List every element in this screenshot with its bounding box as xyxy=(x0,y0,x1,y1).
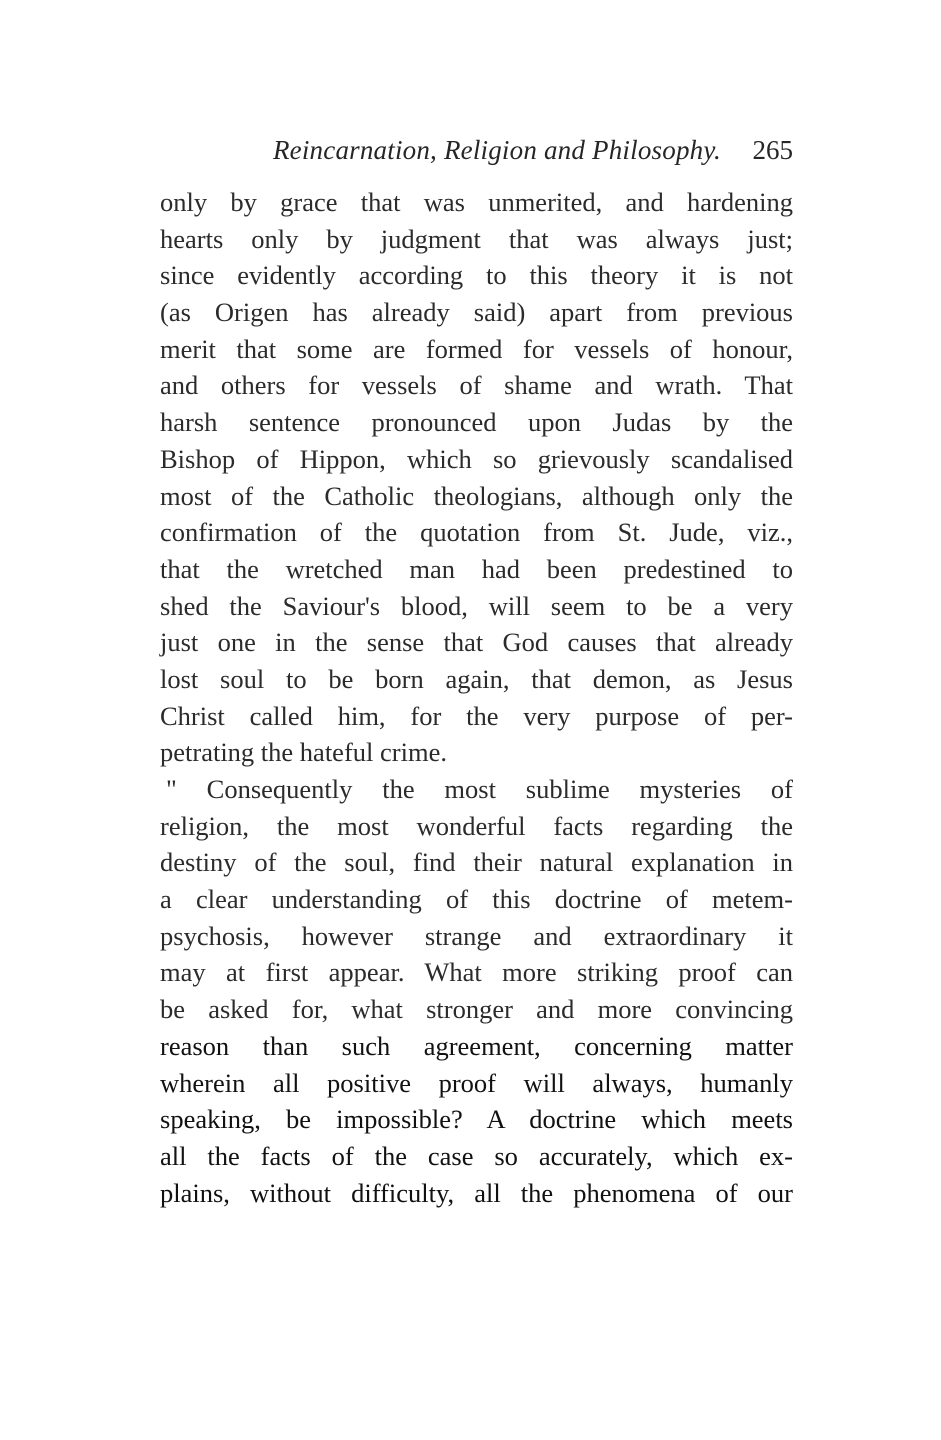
text-line: confirmation of the quotation from St. Jude, viz., xyxy=(160,517,793,548)
book-page xyxy=(160,130,793,1211)
text-line: wherein all positive proof will always, humanly xyxy=(160,1067,793,1098)
text-line: shed the Saviour's blood, will seem to be a very xyxy=(160,590,793,621)
text-line: religion, the most wonderful facts regarding the xyxy=(160,810,793,841)
text-line: plains, without difficulty, all the phenomena of our xyxy=(160,1177,793,1208)
text-line: only by grace that was unmerited, and hardening xyxy=(160,187,793,217)
text-line: a clear understanding of this doctrine of metem- xyxy=(160,884,793,915)
text-line: lost soul to be born again, that demon, as Jesus xyxy=(160,663,793,694)
text-line: hearts only by judgment that was always just; xyxy=(160,223,793,254)
text-line: may at first appear. What more striking proof can xyxy=(160,957,793,988)
text-line: be asked for, what stronger and more convincing xyxy=(160,994,793,1025)
text-line: Bishop of Hippon, which so grievously scandalised xyxy=(160,443,793,474)
running-head xyxy=(160,130,793,170)
text-line: destiny of the soul, find their natural explanation in xyxy=(160,847,793,878)
text-line: psychosis, however strange and extraordinary it xyxy=(160,920,793,951)
text-line: all the facts of the case so accurately, which ex- xyxy=(160,1140,793,1171)
text-line: reason than such agreement, concerning matter xyxy=(160,1030,793,1061)
text-line: (as Origen has already said) apart from previous xyxy=(160,297,793,328)
text-line: speaking, be impossible? A doctrine which meets xyxy=(160,1104,793,1135)
paragraph-end-line: petrating the hateful crime. xyxy=(160,737,447,768)
text-line: just one in the sense that God causes that already xyxy=(160,627,793,658)
text-line: that the wretched man had been predestined to xyxy=(160,553,793,584)
text-line: and others for vessels of shame and wrath. That xyxy=(160,370,793,401)
text-line: merit that some are formed for vessels of honour, xyxy=(160,333,793,364)
running-title: Reincarnation, Religion and Philosophy. xyxy=(272,135,721,165)
page-number: 265 xyxy=(752,135,793,165)
text-line: since evidently according to this theory it is not xyxy=(160,260,793,291)
text-line: Christ called him, for the very purpose of per- xyxy=(160,700,793,731)
text-line: harsh sentence pronounced upon Judas by the xyxy=(160,407,793,438)
paragraph-start-line: " Consequently the most sublime mysteries of xyxy=(166,774,793,804)
text-line: most of the Catholic theologians, although only the xyxy=(160,480,793,511)
body-text xyxy=(160,184,793,1211)
